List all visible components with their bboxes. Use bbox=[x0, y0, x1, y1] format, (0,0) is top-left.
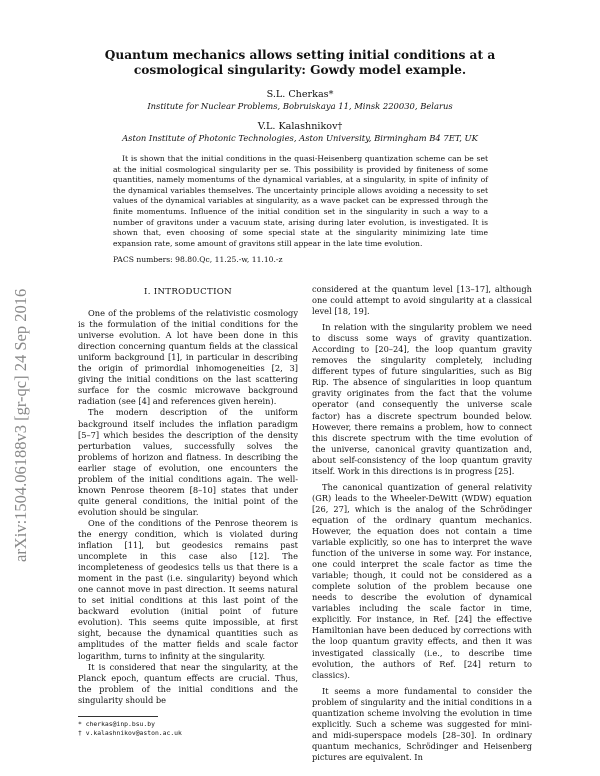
abstract: It is shown that the initial conditions in the quasi-Heisenberg quantization scheme can be set at the initial cosmological singularity per se. This possibility is provided by finiteness of some quantities, namely momentums of the dynamical variables, at a singularity, in spite of infinity of the dynamical variables themselves. The uncertainty principle allows avoiding a necessity to set values of the dynamical variables at singularity, as a wave packet can be expressed through the finite momentums. Influence of the initial condition set in the singularity in such a way to a number of gravitons under a vacuum state, arising during later evolution, is investigated. It is shown that, even choosing of some special state at the singularity minimizing late time expansion rate, some amount of gravitons still appear in the late time evolution. bbox=[113, 154, 488, 248]
footnote-email-2: † v.kalashnikov@aston.ac.uk bbox=[78, 729, 182, 737]
footnote-rule bbox=[78, 716, 158, 717]
footnotes bbox=[78, 716, 298, 738]
paragraph: considered at the quantum level [13–17], although one could attempt to avoid singularity at a classical level [18, 19]. bbox=[312, 284, 532, 317]
arxiv-stamp bbox=[4, 170, 34, 570]
paragraph: The canonical quantization of general relativity (GR) leads to the Wheeler-DeWitt (WDW) equation [26, 27], which is the analog of the Schrödinger equation of the ordinary quantum mechanics. However, the equation does not contain a time variable explicitly, so one has to interpret the wave function of the universe in some way. For instance, one could interpret the scale factor as time the variable; though, it could not be considered as a complete solution of the problem because one needs to describe the evolution of dynamical variables including the scale factor in time, explicitly. For instance, in Ref. [24] the effective Hamiltonian have been deduced by corrections with the loop quantum gravity effects, and then it was investigated classically (i.e., to describe time evolution, the authors of Ref. [24] return to classics). bbox=[312, 481, 532, 680]
left-column bbox=[78, 287, 298, 706]
author-1-affiliation: Institute for Nuclear Problems, Bobruiskaya 11, Minsk 220030, Belarus bbox=[147, 101, 453, 111]
paragraph: In relation with the singularity problem we need to discuss some ways of gravity quantization. According to [20–24], the loop quantum gravity removes the singularity completely, including different types of future singularities, such as Big Rip. The absence of singularities in loop quantum gravity originates from the fact that the volume operator (and consequently the universe scale factor) has a discrete spectrum bounded below. However, there remains a problem, how to connect this discrete spectrum with the time evolution of the universe, canonical gravity quantization and, about self-consistency of the loop quantum gravity itself. Work in this directions is in progress [25]. bbox=[312, 322, 532, 476]
paragraph: One of the problems of the relativistic cosmology is the formulation of the initial conditions for the universe evolution. A lot have been done in this direction concerning quantum fields at the classical uniform background [1], in particular in describing the origin of primordial inhomogeneities [2, 3] giving the initial conditions on the last scattering surface for the cosmic microwave background radiation (see [4] and references given herein). bbox=[78, 308, 298, 407]
paragraph: The modern description of the uniform background itself includes the inflation paradigm [5–7] which besides the description of the density perturbation values, successfully solves the problems of horizon and flatness. In describing the earlier stage of evolution, one encounters the problem of the initial conditions again. The well-known Penrose theorem [8–10] states that under quite general conditions, the initial point of the evolution should be singular. bbox=[78, 407, 298, 517]
pacs-numbers: PACS numbers: 98.80.Qc, 11.25.-w, 11.10.-z bbox=[113, 255, 283, 264]
arxiv-stamp-text: arXiv:1504.06188v3 [gr-qc] 24 Sep 2016 bbox=[11, 288, 30, 562]
paragraph: It seems a more fundamental to consider the problem of singularity and the initial conditions in a quantization scheme involving the evolution in time explicitly. Such a scheme was suggested for mini- and midi-superspace models [28–30]. In ordinary quantum mechanics, Schrödinger and Heisenberg pictures are equivalent. In bbox=[312, 685, 532, 762]
paragraph: One of the conditions of the Penrose theorem is the energy condition, which is violated during inflation [11], but geodesics remains past uncomplete in this case also [12]. The incompleteness of geodesics tells us that there is a moment in the past (i.e. singularity) beyond which one cannot move in past direction. It seems natural to set initial conditions at this last point of the backward evolution (initial point of future evolution). This seems quite impossible, at first sight, because the dynamical quantities such as amplitudes of the matter fields and scale factor logarithm, turns to infinity at the singularity. bbox=[78, 517, 298, 661]
author-2-name: V.L. Kalashnikov† bbox=[257, 121, 343, 132]
author-2-affiliation: Aston Institute of Photonic Technologies, Aston University, Birmingham B4 7ET, UK bbox=[122, 133, 478, 143]
paragraph: It is considered that near the singularity, at the Planck epoch, quantum effects are crucial. Thus, the problem of the initial conditions and the singularity should be bbox=[78, 661, 298, 705]
right-column bbox=[312, 284, 532, 763]
author-1-name: S.L. Cherkas* bbox=[266, 89, 334, 100]
section-heading: I. INTRODUCTION bbox=[144, 287, 232, 297]
paper-title: Quantum mechanics allows setting initial conditions at a cosmological singularity: Gowdy model example. bbox=[104, 48, 496, 77]
footnote-email-1: * cherkas@inp.bsu.by bbox=[78, 720, 155, 728]
